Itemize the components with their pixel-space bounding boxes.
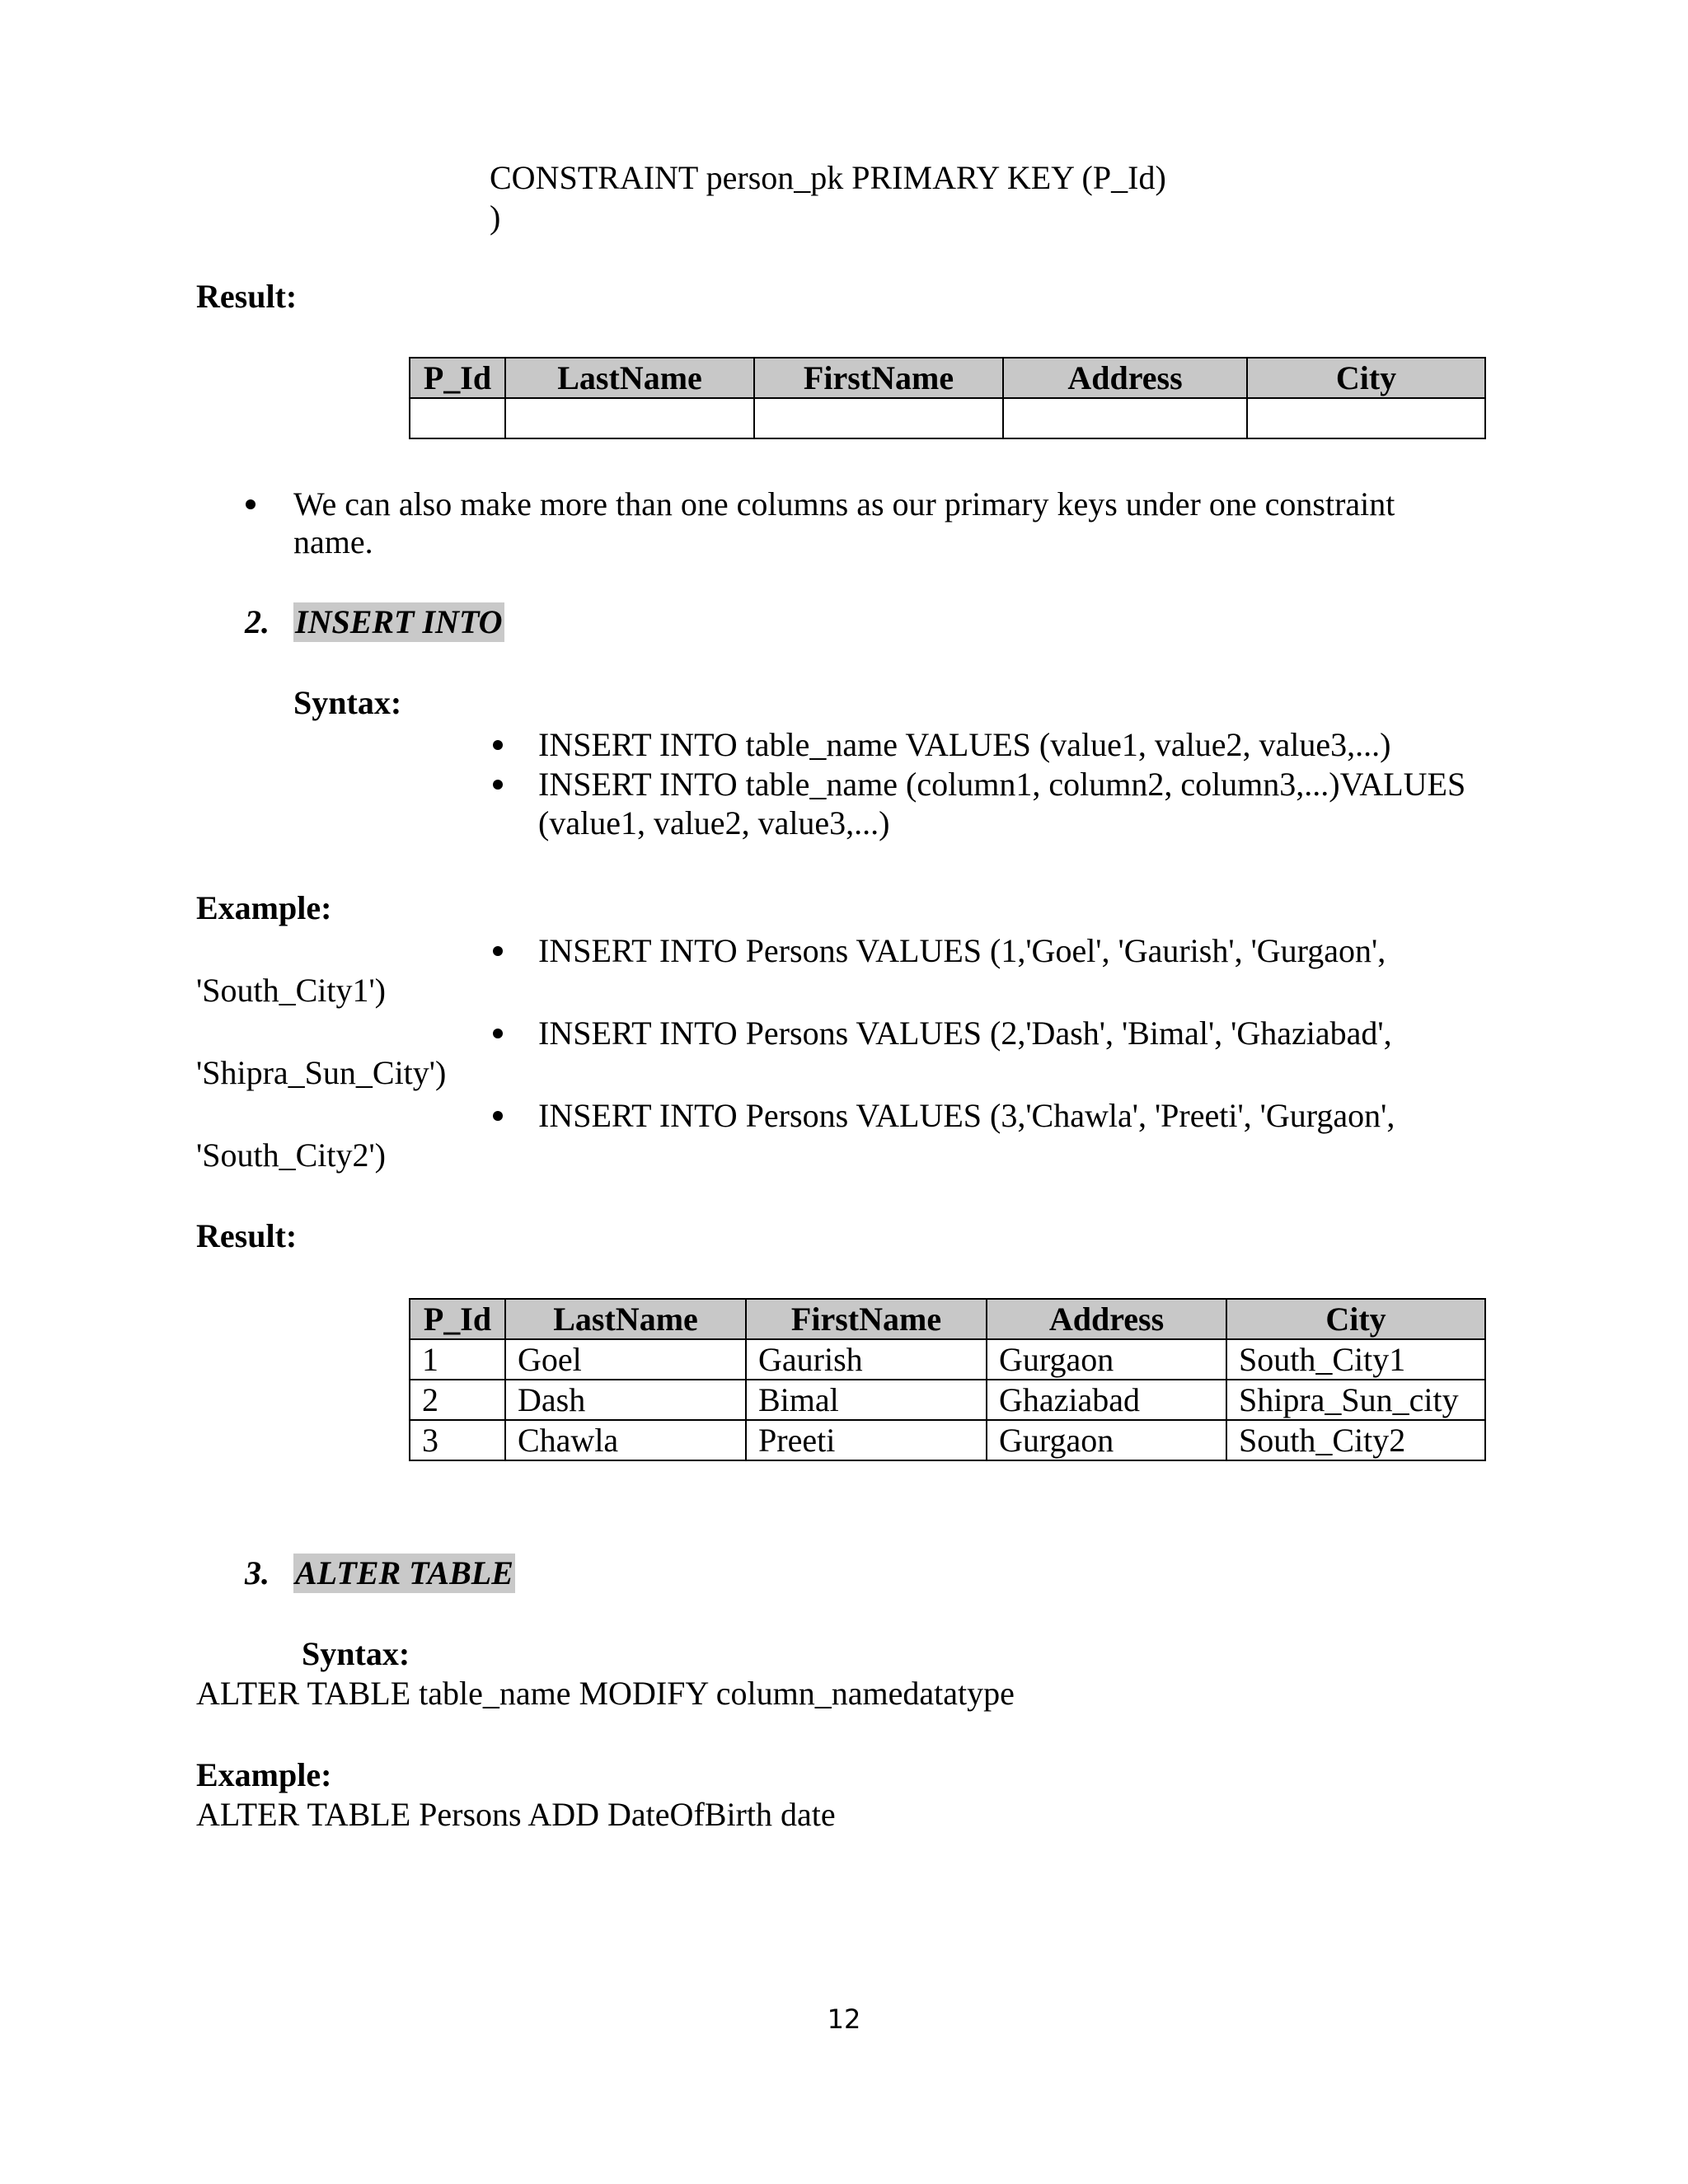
syntax-item-2-line-2: (value1, value2, value3,...) — [538, 804, 890, 841]
result-label: Result: — [196, 1217, 298, 1254]
header-cell: Address — [1003, 358, 1247, 398]
table-row — [410, 398, 1485, 438]
note-line-2: name. — [293, 523, 373, 560]
table-cell: Chawla — [505, 1420, 746, 1460]
page-number: 12 — [827, 2004, 861, 2035]
header-cell: P_Id — [410, 358, 505, 398]
syntax-label: Syntax: — [302, 1635, 410, 1672]
table-header-row — [410, 1299, 1485, 1339]
table-cell: 2 — [410, 1380, 505, 1420]
syntax-item-1: INSERT INTO table_name VALUES (value1, value2, value3,...) — [538, 726, 1391, 763]
header-cell: City — [1226, 1299, 1485, 1339]
example-item-3-line-1: INSERT INTO Persons VALUES (3,'Chawla', 'Preeti', 'Gurgaon', — [538, 1097, 1395, 1134]
table-cell: Shipra_Sun_city — [1226, 1380, 1485, 1420]
table-cell: South_City2 — [1226, 1420, 1485, 1460]
section-2-number: 2. — [245, 603, 270, 640]
table-row — [410, 1380, 1485, 1420]
example-item-3-line-2: 'South_City2') — [196, 1137, 386, 1174]
table-row — [410, 1420, 1485, 1460]
example-label: Example: — [196, 889, 332, 926]
syntax-label: Syntax: — [293, 684, 402, 721]
table-cell: Dash — [505, 1380, 746, 1420]
table-cell — [1003, 398, 1247, 438]
header-cell: LastName — [505, 1299, 746, 1339]
header-cell: FirstName — [746, 1299, 987, 1339]
insert-result-table — [409, 1298, 1486, 1461]
section-3-title: ALTER TABLE — [295, 1554, 513, 1591]
constraint-line: CONSTRAINT person_pk PRIMARY KEY (P_Id) — [490, 159, 1166, 196]
table-cell: Gurgaon — [987, 1339, 1226, 1380]
table-header-row — [410, 358, 1485, 398]
table-cell: Goel — [505, 1339, 746, 1380]
section-3-number: 3. — [245, 1554, 270, 1591]
example-item-2-line-1: INSERT INTO Persons VALUES (2,'Dash', 'Bimal', 'Ghaziabad', — [538, 1015, 1392, 1052]
table-cell — [410, 398, 505, 438]
table-cell: 1 — [410, 1339, 505, 1380]
result-label: Result: — [196, 278, 298, 315]
table-cell — [1247, 398, 1485, 438]
header-cell: FirstName — [754, 358, 1003, 398]
table-cell: Gaurish — [746, 1339, 987, 1380]
alter-syntax-text: ALTER TABLE table_name MODIFY column_namedatatype — [196, 1675, 1015, 1712]
table-cell: Preeti — [746, 1420, 987, 1460]
syntax-item-2-line-1: INSERT INTO table_name (column1, column2, column3,...)VALUES — [538, 766, 1466, 803]
note-line-1: We can also make more than one columns as our primary keys under one constraint — [293, 485, 1395, 523]
table-cell: Bimal — [746, 1380, 987, 1420]
header-cell: LastName — [505, 358, 754, 398]
header-cell: P_Id — [410, 1299, 505, 1339]
example-item-2-line-2: 'Shipra_Sun_City') — [196, 1054, 447, 1091]
bullet-icon — [493, 946, 503, 956]
header-cell: City — [1247, 358, 1485, 398]
table-cell: Ghaziabad — [987, 1380, 1226, 1420]
alter-example-text: ALTER TABLE Persons ADD DateOfBirth date — [196, 1796, 836, 1833]
example-item-1-line-2: 'South_City1') — [196, 972, 386, 1009]
example-label: Example: — [196, 1756, 332, 1793]
table-cell — [754, 398, 1003, 438]
bullet-icon — [493, 1029, 503, 1038]
close-paren: ) — [490, 199, 501, 236]
table-row — [410, 1339, 1485, 1380]
table-cell: 3 — [410, 1420, 505, 1460]
section-2-title: INSERT INTO — [295, 603, 503, 640]
table-cell: South_City1 — [1226, 1339, 1485, 1380]
bullet-icon — [246, 499, 256, 509]
empty-result-table — [409, 357, 1486, 439]
bullet-icon — [493, 740, 503, 750]
bullet-icon — [493, 780, 503, 790]
header-cell: Address — [987, 1299, 1226, 1339]
bullet-icon — [493, 1111, 503, 1121]
table-cell — [505, 398, 754, 438]
table-cell: Gurgaon — [987, 1420, 1226, 1460]
example-item-1-line-1: INSERT INTO Persons VALUES (1,'Goel', 'Gaurish', 'Gurgaon', — [538, 932, 1386, 969]
